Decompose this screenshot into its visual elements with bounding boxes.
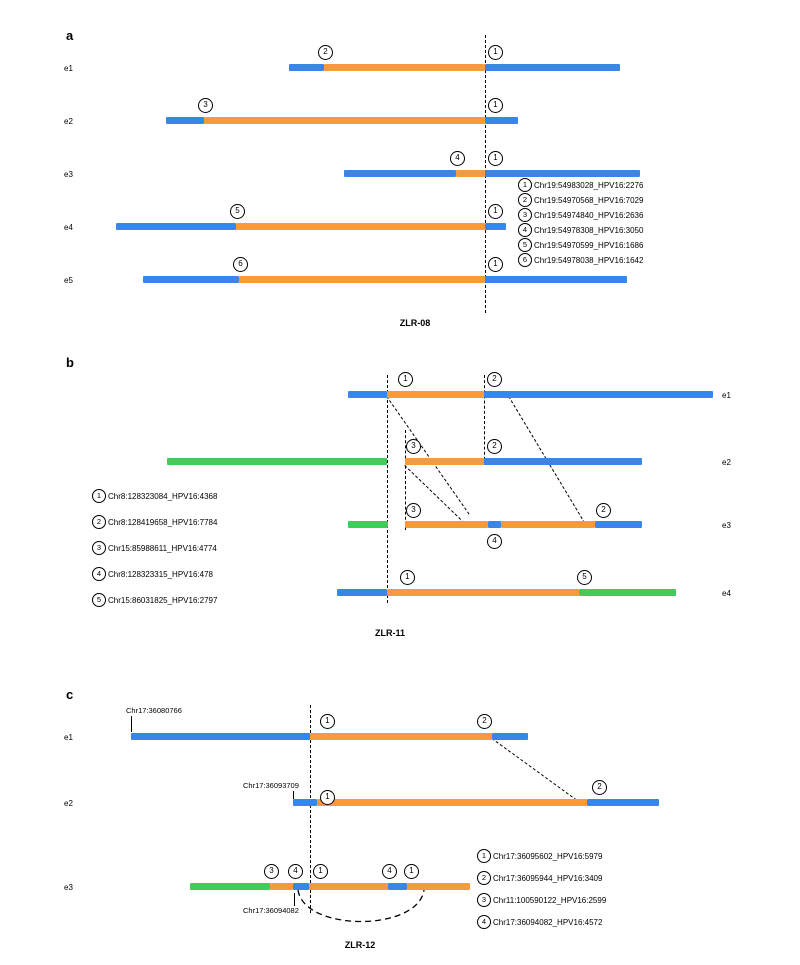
segment-virus bbox=[310, 733, 492, 740]
legend-item bbox=[477, 871, 606, 893]
segment-host bbox=[484, 458, 642, 465]
panel-b-breakpoint-line-1 bbox=[387, 375, 388, 603]
marker-badge: 5 bbox=[230, 204, 245, 219]
marker-badge: 5 bbox=[577, 570, 592, 585]
legend-badge: 4 bbox=[92, 567, 106, 581]
marker-badge: 1 bbox=[398, 372, 413, 387]
segment-other bbox=[579, 589, 676, 596]
legend-badge: 4 bbox=[518, 223, 532, 237]
marker-badge: 2 bbox=[487, 439, 502, 454]
legend-text: Chr8:128323315_HPV16:478 bbox=[108, 569, 213, 579]
legend-text: Chr8:128323084_HPV16:4368 bbox=[108, 491, 218, 501]
panel-b-connector bbox=[386, 396, 469, 515]
marker-badge: 1 bbox=[488, 204, 503, 219]
legend-item bbox=[518, 223, 643, 238]
legend-badge: 2 bbox=[518, 193, 532, 207]
segment-host bbox=[595, 521, 642, 528]
marker-badge: 4 bbox=[382, 864, 397, 879]
legend-text: Chr19:54978308_HPV16:3050 bbox=[534, 225, 644, 235]
marker-badge: 3 bbox=[198, 98, 213, 113]
legend-item bbox=[92, 593, 217, 619]
segment-virus bbox=[456, 170, 485, 177]
row-label-e1: e1 bbox=[64, 733, 73, 742]
legend-text: Chr15:85988611_HPV16:4774 bbox=[108, 543, 217, 553]
segment-host bbox=[116, 223, 236, 230]
legend-item bbox=[92, 489, 217, 515]
legend-text: Chr19:54970599_HPV16:1686 bbox=[534, 240, 644, 250]
legend-item bbox=[518, 208, 643, 223]
marker-badge: 3 bbox=[264, 864, 279, 879]
segment-host bbox=[344, 170, 456, 177]
segment-other bbox=[190, 883, 270, 890]
segment-host bbox=[485, 276, 627, 283]
marker-badge: 1 bbox=[404, 864, 419, 879]
legend-item bbox=[518, 178, 643, 193]
panel-b-breakpoint-line-3 bbox=[484, 375, 485, 465]
legend-text: Chr15:86031825_HPV16:2797 bbox=[108, 595, 218, 605]
legend-text: Chr17:36095602_HPV16:5979 bbox=[493, 851, 603, 861]
legend-text: Chr19:54970568_HPV16:7029 bbox=[534, 195, 644, 205]
legend-item bbox=[477, 893, 606, 915]
marker-badge: 1 bbox=[320, 790, 335, 805]
segment-virus bbox=[387, 589, 579, 596]
legend-badge: 1 bbox=[477, 849, 491, 863]
segment-host bbox=[131, 733, 310, 740]
segment-virus bbox=[387, 391, 484, 398]
legend-text: Chr19:54983028_HPV16:2276 bbox=[534, 180, 644, 190]
segment-host bbox=[485, 170, 640, 177]
segment-virus bbox=[270, 883, 293, 890]
legend-badge: 3 bbox=[518, 208, 532, 222]
segment-virus bbox=[317, 799, 587, 806]
segment-other bbox=[348, 521, 388, 528]
segment-host bbox=[143, 276, 239, 283]
segment-host bbox=[485, 64, 620, 71]
row-label-e2: e2 bbox=[722, 458, 731, 467]
marker-badge: 2 bbox=[592, 780, 607, 795]
legend-badge: 4 bbox=[477, 915, 491, 929]
segment-host bbox=[485, 117, 518, 124]
legend-item bbox=[518, 253, 643, 268]
row-label-e3: e3 bbox=[64, 883, 73, 892]
marker-badge: 1 bbox=[488, 257, 503, 272]
segment-virus bbox=[405, 458, 484, 465]
legend-text: Chr19:54974840_HPV16:2636 bbox=[534, 210, 644, 220]
legend-badge: 6 bbox=[518, 253, 532, 267]
marker-badge: 2 bbox=[477, 714, 492, 729]
legend-badge: 5 bbox=[518, 238, 532, 252]
legend-item bbox=[92, 515, 217, 541]
panel-c-letter: c bbox=[66, 687, 74, 702]
legend-badge: 5 bbox=[92, 593, 106, 607]
panel-c-title: ZLR-12 bbox=[344, 940, 376, 950]
segment-virus bbox=[239, 276, 485, 283]
row-label-e2: e2 bbox=[64, 117, 73, 126]
segment-host bbox=[488, 521, 501, 528]
legend-badge: 2 bbox=[477, 871, 491, 885]
legend-item bbox=[92, 567, 217, 593]
row-label-e5: e5 bbox=[64, 276, 73, 285]
segment-virus bbox=[501, 521, 595, 528]
marker-badge: 1 bbox=[400, 570, 415, 585]
row-label-e3: e3 bbox=[722, 521, 731, 530]
legend-item bbox=[92, 541, 217, 567]
segment-other bbox=[167, 458, 387, 465]
row-label-e1: e1 bbox=[64, 64, 73, 73]
legend-text: Chr11:100590122_HPV16:2599 bbox=[493, 895, 607, 905]
legend-text: Chr19:54978038_HPV16:1642 bbox=[534, 255, 644, 265]
legend-badge: 3 bbox=[92, 541, 106, 555]
coordinate-label: Chr17:36080766 bbox=[126, 706, 182, 715]
marker-badge: 2 bbox=[596, 503, 611, 518]
segment-host bbox=[587, 799, 659, 806]
row-label-e4: e4 bbox=[722, 589, 731, 598]
marker-badge: 2 bbox=[487, 372, 502, 387]
marker-badge: 4 bbox=[450, 151, 465, 166]
row-label-e4: e4 bbox=[64, 223, 73, 232]
marker-badge: 3 bbox=[406, 439, 421, 454]
legend-item bbox=[477, 849, 606, 871]
marker-badge: 1 bbox=[313, 864, 328, 879]
segment-host bbox=[166, 117, 204, 124]
marker-badge: 1 bbox=[488, 151, 503, 166]
marker-badge: 4 bbox=[288, 864, 303, 879]
segment-host bbox=[484, 391, 713, 398]
row-label-e2: e2 bbox=[64, 799, 73, 808]
panel-c-legend bbox=[477, 849, 606, 937]
segment-host bbox=[337, 589, 387, 596]
legend-badge: 3 bbox=[477, 893, 491, 907]
panel-a-letter: a bbox=[66, 28, 74, 43]
legend-badge: 2 bbox=[92, 515, 106, 529]
legend-item bbox=[477, 915, 606, 937]
marker-badge: 1 bbox=[488, 45, 503, 60]
segment-virus bbox=[324, 64, 485, 71]
panel-b-legend bbox=[92, 489, 217, 619]
marker-badge: 4 bbox=[487, 534, 502, 549]
segment-host bbox=[348, 391, 387, 398]
legend-text: Chr8:128419658_HPV16:7784 bbox=[108, 517, 218, 527]
legend-item bbox=[518, 238, 643, 253]
segment-host bbox=[293, 799, 317, 806]
segment-host bbox=[492, 733, 528, 740]
segment-virus bbox=[204, 117, 485, 124]
legend-text: Chr17:36095944_HPV16:3409 bbox=[493, 873, 603, 883]
legend-text: Chr17:36094082_HPV16:4572 bbox=[493, 917, 603, 927]
segment-host bbox=[485, 223, 506, 230]
panel-c-connector bbox=[491, 738, 577, 801]
coordinate-label: Chr17:36094082 bbox=[243, 906, 299, 915]
coordinate-label: Chr17:36093709 bbox=[243, 781, 299, 790]
marker-badge: 1 bbox=[320, 714, 335, 729]
marker-badge: 2 bbox=[318, 45, 333, 60]
panel-b-title: ZLR-11 bbox=[374, 628, 405, 638]
marker-badge: 3 bbox=[406, 503, 421, 518]
marker-badge: 6 bbox=[233, 257, 248, 272]
row-label-e3: e3 bbox=[64, 170, 73, 179]
segment-virus bbox=[236, 223, 485, 230]
row-label-e1: e1 bbox=[722, 391, 731, 400]
coord-tick bbox=[131, 716, 132, 732]
legend-badge: 1 bbox=[92, 489, 106, 503]
coord-tick bbox=[294, 893, 295, 906]
segment-virus bbox=[405, 521, 488, 528]
panel-c-arc bbox=[296, 888, 426, 934]
panel-a-title: ZLR-08 bbox=[399, 318, 431, 328]
marker-badge: 1 bbox=[488, 98, 503, 113]
panel-a-legend bbox=[518, 178, 643, 268]
legend-badge: 1 bbox=[518, 178, 532, 192]
coord-tick bbox=[293, 791, 294, 799]
panel-b-letter: b bbox=[66, 355, 74, 370]
legend-item bbox=[518, 193, 643, 208]
segment-host bbox=[289, 64, 324, 71]
